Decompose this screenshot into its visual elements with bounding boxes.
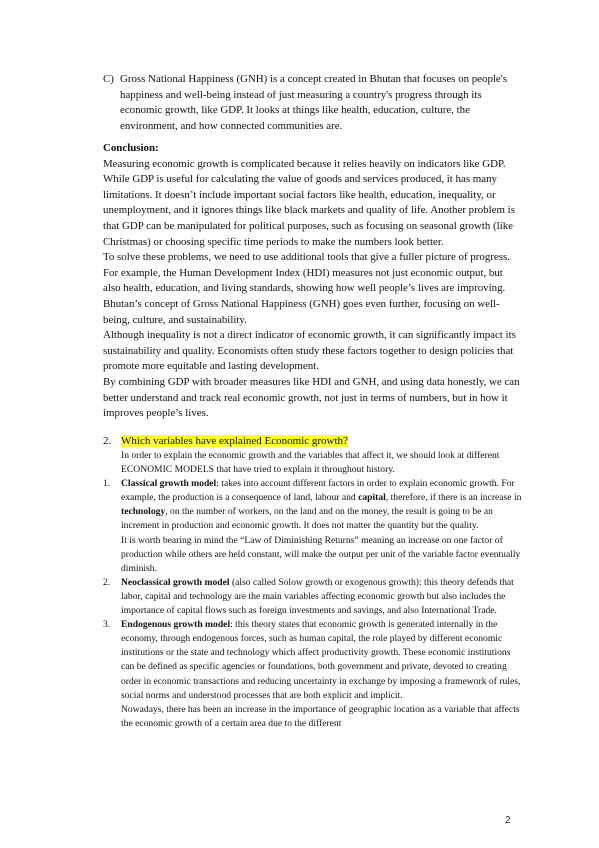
item-c-text: Gross National Happiness (GNH) is a concept created in Bhutan that focuses on people's happiness and well-being instead of just measuring a country's progress through its economic growth, like GDP. It looks at things like health, education, culture, the environment, and how connected communities are.	[120, 73, 507, 132]
model-title: Endogenous growth model	[121, 619, 231, 631]
keyword: technology	[121, 506, 166, 518]
list-item	[103, 618, 523, 731]
conclusion-paragraph: Measuring economic growth is complicated because it relies heavily on indicators like GDP. While GDP is useful for calculating the value of goods and services produced, it has many limitations. It doesn’t include important social factors like health, education, inequality, or unemployment, and it ignores things like black markets and quality of life. Another problem is that GDP can be manipulated for political purposes, such as focusing on seasonal growth (like Christmas) or choosing specific time periods to make the numbers look better.	[103, 157, 515, 248]
conclusion-paragraph: Although inequality is not a direct indicator of economic growth, it can significantly impact its sustainability and quality. Economists often study these factors together to design policies that promote more equitable and lasting development.	[103, 329, 516, 373]
list-item-paragraph: Classical growth model: takes into account different factors in order to explain economic growth. For example, the production is a consequence of land, labour and capital, therefore, if there is an increase in technology, on the number of workers, on the land and on the money, the result is going to be an increment in production and economic growth. It does not matter the quantity but the quality.	[121, 478, 522, 532]
list-number: 3.	[103, 619, 111, 631]
list-item-paragraph: Nowadays, there has been an increase in the importance of geographic location as a variable that affects the economic growth of a certain area due to the different	[121, 703, 520, 729]
list-item-c	[103, 72, 523, 134]
keyword: capital	[358, 492, 386, 504]
list-number: 2.	[103, 576, 111, 588]
conclusion-paragraph: By combining GDP with broader measures like HDI and GNH, and using data honestly, we can better understand and track real economic growth, not just in terms of numbers, but in how it improves people’s lives.	[103, 375, 520, 420]
list-item-paragraph: Endogenous growth model: this theory states that economic growth is generated internally in the economy, through endogenous forces, such as human capital, the role played by different economic institutions or the state and technology which affect productivity growth. These economic institutions can be defined as specific agencies or foundations, both government and private, devoted to creating order in economic transactions and reducing uncertainty in exchange by imposing a framework of rules, social norms and understood processes that are both explicit and implicit.	[121, 619, 521, 701]
list-item-paragraph: Neoclassical growth model (also called Solow growth or exogenous growth): this theory defends that labor, capital and technology are the main variables affecting economic growth but also includes the importance of capital flows such as foreign investments and savings, and also International Trade.	[121, 576, 514, 617]
list-item	[103, 477, 523, 576]
item-c-label: C)	[103, 73, 114, 85]
highlighted-question: Which variables have explained Economic growth?	[121, 435, 348, 447]
section-2-question-line	[103, 434, 523, 449]
list-item	[103, 576, 523, 618]
conclusion-paragraph: To solve these problems, we need to use additional tools that give a fuller picture of progress. For example, the Human Development Index (HDI) measures not just economic output, but also health, education, and living standards, showing how well people’s lives are improving. Bhutan’s concept of Gross National Happiness (GNH) goes even further, focusing on well-being, culture, and sustainability.	[103, 251, 510, 326]
economic-models-list	[103, 477, 523, 731]
conclusion-heading: Conclusion:	[103, 142, 159, 154]
list-number: 1.	[103, 478, 111, 490]
model-title: Neoclassical growth model	[121, 576, 230, 588]
page-number: 2	[505, 815, 511, 826]
conclusion-section	[103, 141, 523, 422]
list-item-paragraph: It is worth bearing in mind the “Law of Diminishing Returns” meaning an increase on one factor of production while others are held constant, will make the output per unit of the variable factor eventually diminish.	[121, 534, 521, 574]
section-2	[103, 434, 523, 731]
model-title: Classical growth model	[121, 478, 217, 490]
section-2-intro: In order to explain the economic growth and the variables that affect it, we should look at different ECONOMIC MODELS that have tried to explain it throughout history.	[121, 450, 500, 476]
section-2-number: 2.	[103, 435, 112, 447]
